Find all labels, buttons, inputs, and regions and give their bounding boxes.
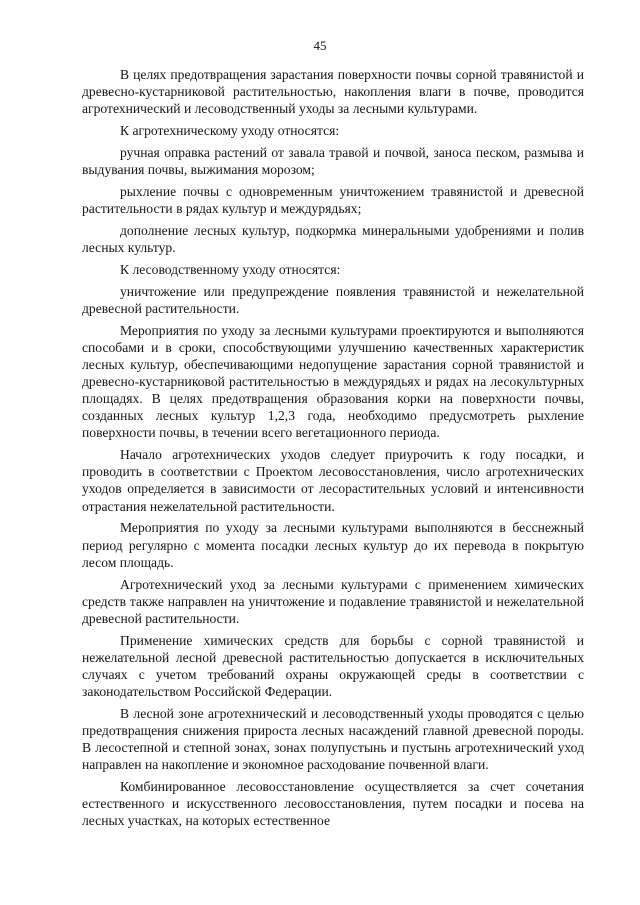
- paragraph-manual-straightening: ручная оправка растений от завала травой и почвой, заноса песком, размыва и выдувания почвы, выжимания морозом;: [82, 144, 584, 178]
- paragraph-agrotechnical-heading: К агротехническому уходу относятся:: [120, 123, 340, 139]
- paragraph-supplementing-cultures: дополнение лесных культур, подкормка минеральными удобрениями и полив лесных культур.: [82, 222, 584, 256]
- paragraph-combined-reforestation: Комбинированное лесовосстановление осуществляется за счет сочетания естественного и искусственного лесовосстановления, путем посадки и посева на лесных участках, на которых естественное: [82, 778, 584, 829]
- paragraph-chemical-care: Агротехнический уход за лесными культурами с применением химических средств также направлен на уничтожение и подавление травянистой и нежелательной древесной растительности.: [82, 576, 584, 626]
- document-body: [82, 66, 584, 829]
- paragraph-forest-zones: В лесной зоне агротехнический и лесоводственный уходы проводятся с целью предотвращения снижения прироста лесных насаждений главной древесной породы. В лесостепной и степной зонах, зонах полупустынь и пустынь агротехнический уход направлен на накопление и экономное расходование почвенной влаги.: [82, 705, 584, 773]
- paragraph-start-of-care: Начало агротехнических уходов следует приурочить к году посадки, и проводить в соответствии с Проектом лесовосстановления, число агротехнических уходов определяется в зависимости от лесорастительных условий и интенсивности отрастания нежелательной растительности.: [82, 447, 584, 514]
- page-number: 45: [313, 38, 327, 53]
- paragraph-chemical-restrictions: Применение химических средств для борьбы с сорной травянистой и нежелательной лесной древесной растительностью допускается в исключительных случаях с учетом требований охраны окружающей среды в соответствии с законодательством Российской Федерации.: [82, 632, 584, 699]
- paragraph-care-measures: Мероприятия по уходу за лесными культурами проектируются и выполняются способами и в сроки, способствующими улучшению качественных характеристик лесных культур, обеспечивающими недопущение зарастания сорной травянистой и древесно-кустарниковой растительностью в междурядьях и рядах на лесокультурных площадях. В целях предотвращения образования корки на поверхности почвы, созданных лесных культур 1,2,3 года, необходимо предусмотреть рыхление поверхности почвы, в течении всего вегетационного периода.: [82, 322, 584, 441]
- paragraph-soil-loosening: рыхление почвы с одновременным уничтожением травянистой и древесной растительности в рядах культур и междурядьях;: [82, 183, 584, 217]
- paragraph-snowless-period: Мероприятия по уходу за лесными культурами выполняются в бесснежный период регулярно с момента посадки лесных культур до их перевода в покрытую лесом площадь.: [82, 520, 584, 570]
- paragraph-purpose-of-care: В целях предотвращения зарастания поверхности почвы сорной травянистой и древесно-кустарниковой растительностью, накопления влаги в почве, проводится агротехнический и лесоводственный уходы за лесными культурами.: [82, 67, 584, 117]
- paragraph-silvicultural-heading: К лесоводственному уходу относятся:: [120, 261, 341, 277]
- paragraph-vegetation-destruction: уничтожение или предупреждение появления травянистой и нежелательной древесной растительности.: [82, 283, 584, 316]
